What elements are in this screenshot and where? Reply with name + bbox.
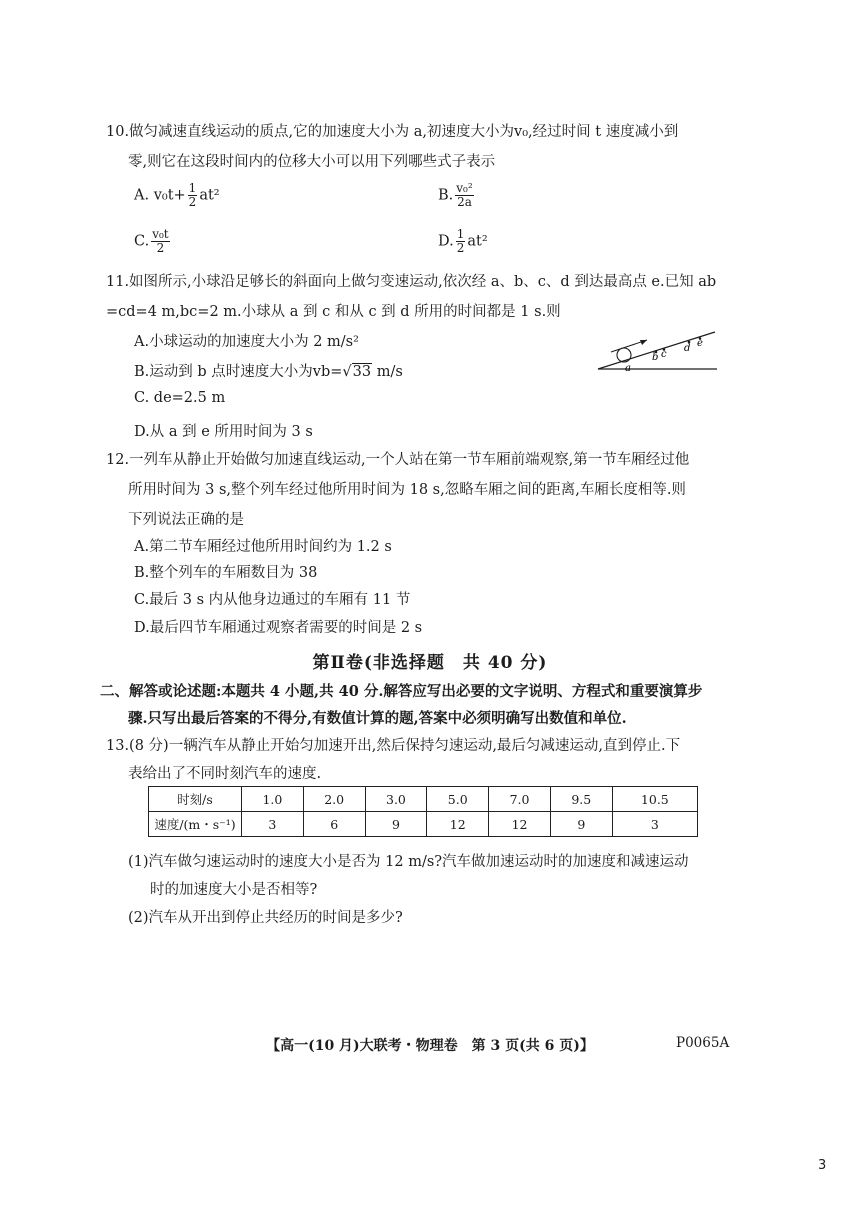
q10-stem-line2: 零,则它在这段时间内的位移大小可以用下列哪些式子表示	[128, 154, 496, 170]
section-2-instructions-line1: 二、解答或论述题:本题共 4 小题,共 40 分.解答应写出必要的文字说明、方程式和重要演算步	[100, 683, 703, 700]
fraction-denominator: 2a	[457, 195, 472, 209]
arrow-head	[640, 340, 647, 345]
q12-option-d: D.最后四节车厢通过观察者需要的时间是 2 s	[134, 620, 423, 636]
fraction-denominator: 2	[156, 241, 165, 255]
table-cell: 7.0	[489, 787, 551, 812]
q10-option-d-fraction	[456, 228, 466, 255]
q11-option-a: A.小球运动的加速度大小为 2 m/s²	[134, 334, 359, 350]
q13-stem-line2: 表给出了不同时刻汽车的速度.	[128, 766, 322, 782]
q11-option-b-radicand: 33	[352, 364, 372, 380]
fraction-numerator: 1	[188, 181, 197, 195]
q10-option-c-text: C.	[134, 233, 150, 250]
q10-option-a	[134, 182, 220, 209]
label-d: d	[684, 343, 691, 354]
incline-diagram	[595, 326, 720, 376]
q12-stem-line3: 下列说法正确的是	[128, 512, 244, 528]
table-header-time: 时刻/s	[149, 787, 242, 812]
q10-option-b-text: B.	[438, 187, 454, 204]
fraction-numerator: v₀²	[456, 181, 473, 195]
q13-stem-line1: 13.(8 分)一辆汽车从静止开始匀加速开出,然后保持匀速运动,最后匀减速运动,直到停止.下	[106, 738, 681, 754]
table-cell: 9	[550, 812, 612, 837]
table-cell: 2.0	[303, 787, 365, 812]
q12-option-b: B.整个列车的车厢数目为 38	[134, 565, 318, 581]
table-cell: 5.0	[427, 787, 489, 812]
q10-option-a-tail: at²	[199, 187, 220, 204]
q10-option-b	[438, 182, 476, 209]
q13-sub1-line1: (1)汽车做匀速运动时的速度大小是否为 12 m/s?汽车做加速运动时的加速度和减速运动	[128, 854, 689, 870]
fraction-denominator: 2	[188, 195, 197, 209]
fraction-numerator: 1	[456, 227, 465, 241]
q12-stem-line2: 所用时间为 3 s,整个列车经过他所用时间为 18 s,忽略车厢之间的距离,车厢长度相等.则	[128, 482, 686, 498]
table-header-speed: 速度/(m・s⁻¹)	[149, 812, 242, 837]
q11-option-b	[134, 360, 403, 381]
q10-option-c-fraction	[151, 228, 169, 255]
q10-option-a-fraction	[188, 182, 198, 209]
table-cell: 10.5	[612, 787, 697, 812]
table-row	[149, 787, 698, 812]
q11-stem-line1: 11.如图所示,小球沿足够长的斜面向上做匀变速运动,依次经 a、b、c、d 到达最高点 e.已知 ab	[106, 274, 717, 290]
table-cell: 3	[242, 812, 304, 837]
q12-option-a: A.第二节车厢经过他所用时间约为 1.2 s	[134, 539, 392, 555]
table-cell: 3	[612, 812, 697, 837]
page-footer: 【高一(10 月)大联考・物理卷 第 3 页(共 6 页)】	[266, 1038, 594, 1054]
q10-option-c	[134, 228, 172, 255]
q11-stem-line2: =cd=4 m,bc=2 m.小球从 a 到 c 和从 c 到 d 所用的时间都是 1 s.则	[106, 304, 561, 320]
paper-code: P0065A	[676, 1035, 730, 1051]
q11-option-d: D.从 a 到 e 所用时间为 3 s	[134, 424, 313, 440]
label-e: e	[697, 338, 703, 349]
table-cell: 9.5	[550, 787, 612, 812]
table-cell: 3.0	[365, 787, 427, 812]
table-cell: 1.0	[242, 787, 304, 812]
q11-option-b-text: B.运动到 b 点时速度大小为vb=√	[134, 364, 352, 380]
q10-option-b-fraction	[455, 182, 473, 209]
label-b: b	[652, 352, 659, 363]
label-c: c	[661, 349, 667, 360]
q11-option-c: C. de=2.5 m	[134, 390, 226, 406]
ball	[617, 348, 631, 362]
table-cell: 12	[489, 812, 551, 837]
q10-stem-line1: 10.做匀减速直线运动的质点,它的加速度大小为 a,初速度大小为v₀,经过时间 t 速度减小到	[106, 124, 679, 140]
table-cell: 9	[365, 812, 427, 837]
q10-option-a-text: A. v₀t+	[134, 187, 186, 204]
q11-option-b-unit: m/s	[372, 364, 403, 380]
q12-option-c: C.最后 3 s 内从他身边通过的车厢有 11 节	[134, 592, 411, 608]
q10-option-d	[438, 228, 488, 255]
table-cell: 6	[303, 812, 365, 837]
section-2-title: 第Ⅱ卷(非选择题 共 40 分)	[312, 653, 548, 673]
q12-stem-line1: 12.一列车从静止开始做匀加速直线运动,一个人站在第一节车厢前端观察,第一节车厢经过他	[106, 452, 690, 468]
q10-option-d-text: D.	[438, 233, 454, 250]
fraction-denominator: 2	[456, 241, 465, 255]
fraction-numerator: v₀t	[152, 227, 169, 241]
speed-table	[148, 786, 698, 837]
label-a: a	[625, 363, 631, 374]
q10-option-d-tail: at²	[467, 233, 488, 250]
q13-sub2: (2)汽车从开出到停止共经历的时间是多少?	[128, 910, 403, 926]
table-cell: 12	[427, 812, 489, 837]
table-row	[149, 812, 698, 837]
page-number: 3	[818, 1158, 827, 1173]
section-2-instructions-line2: 骤.只写出最后答案的不得分,有数值计算的题,答案中必须明确写出数值和单位.	[128, 710, 627, 727]
q13-sub1-line2: 时的加速度大小是否相等?	[150, 882, 318, 898]
